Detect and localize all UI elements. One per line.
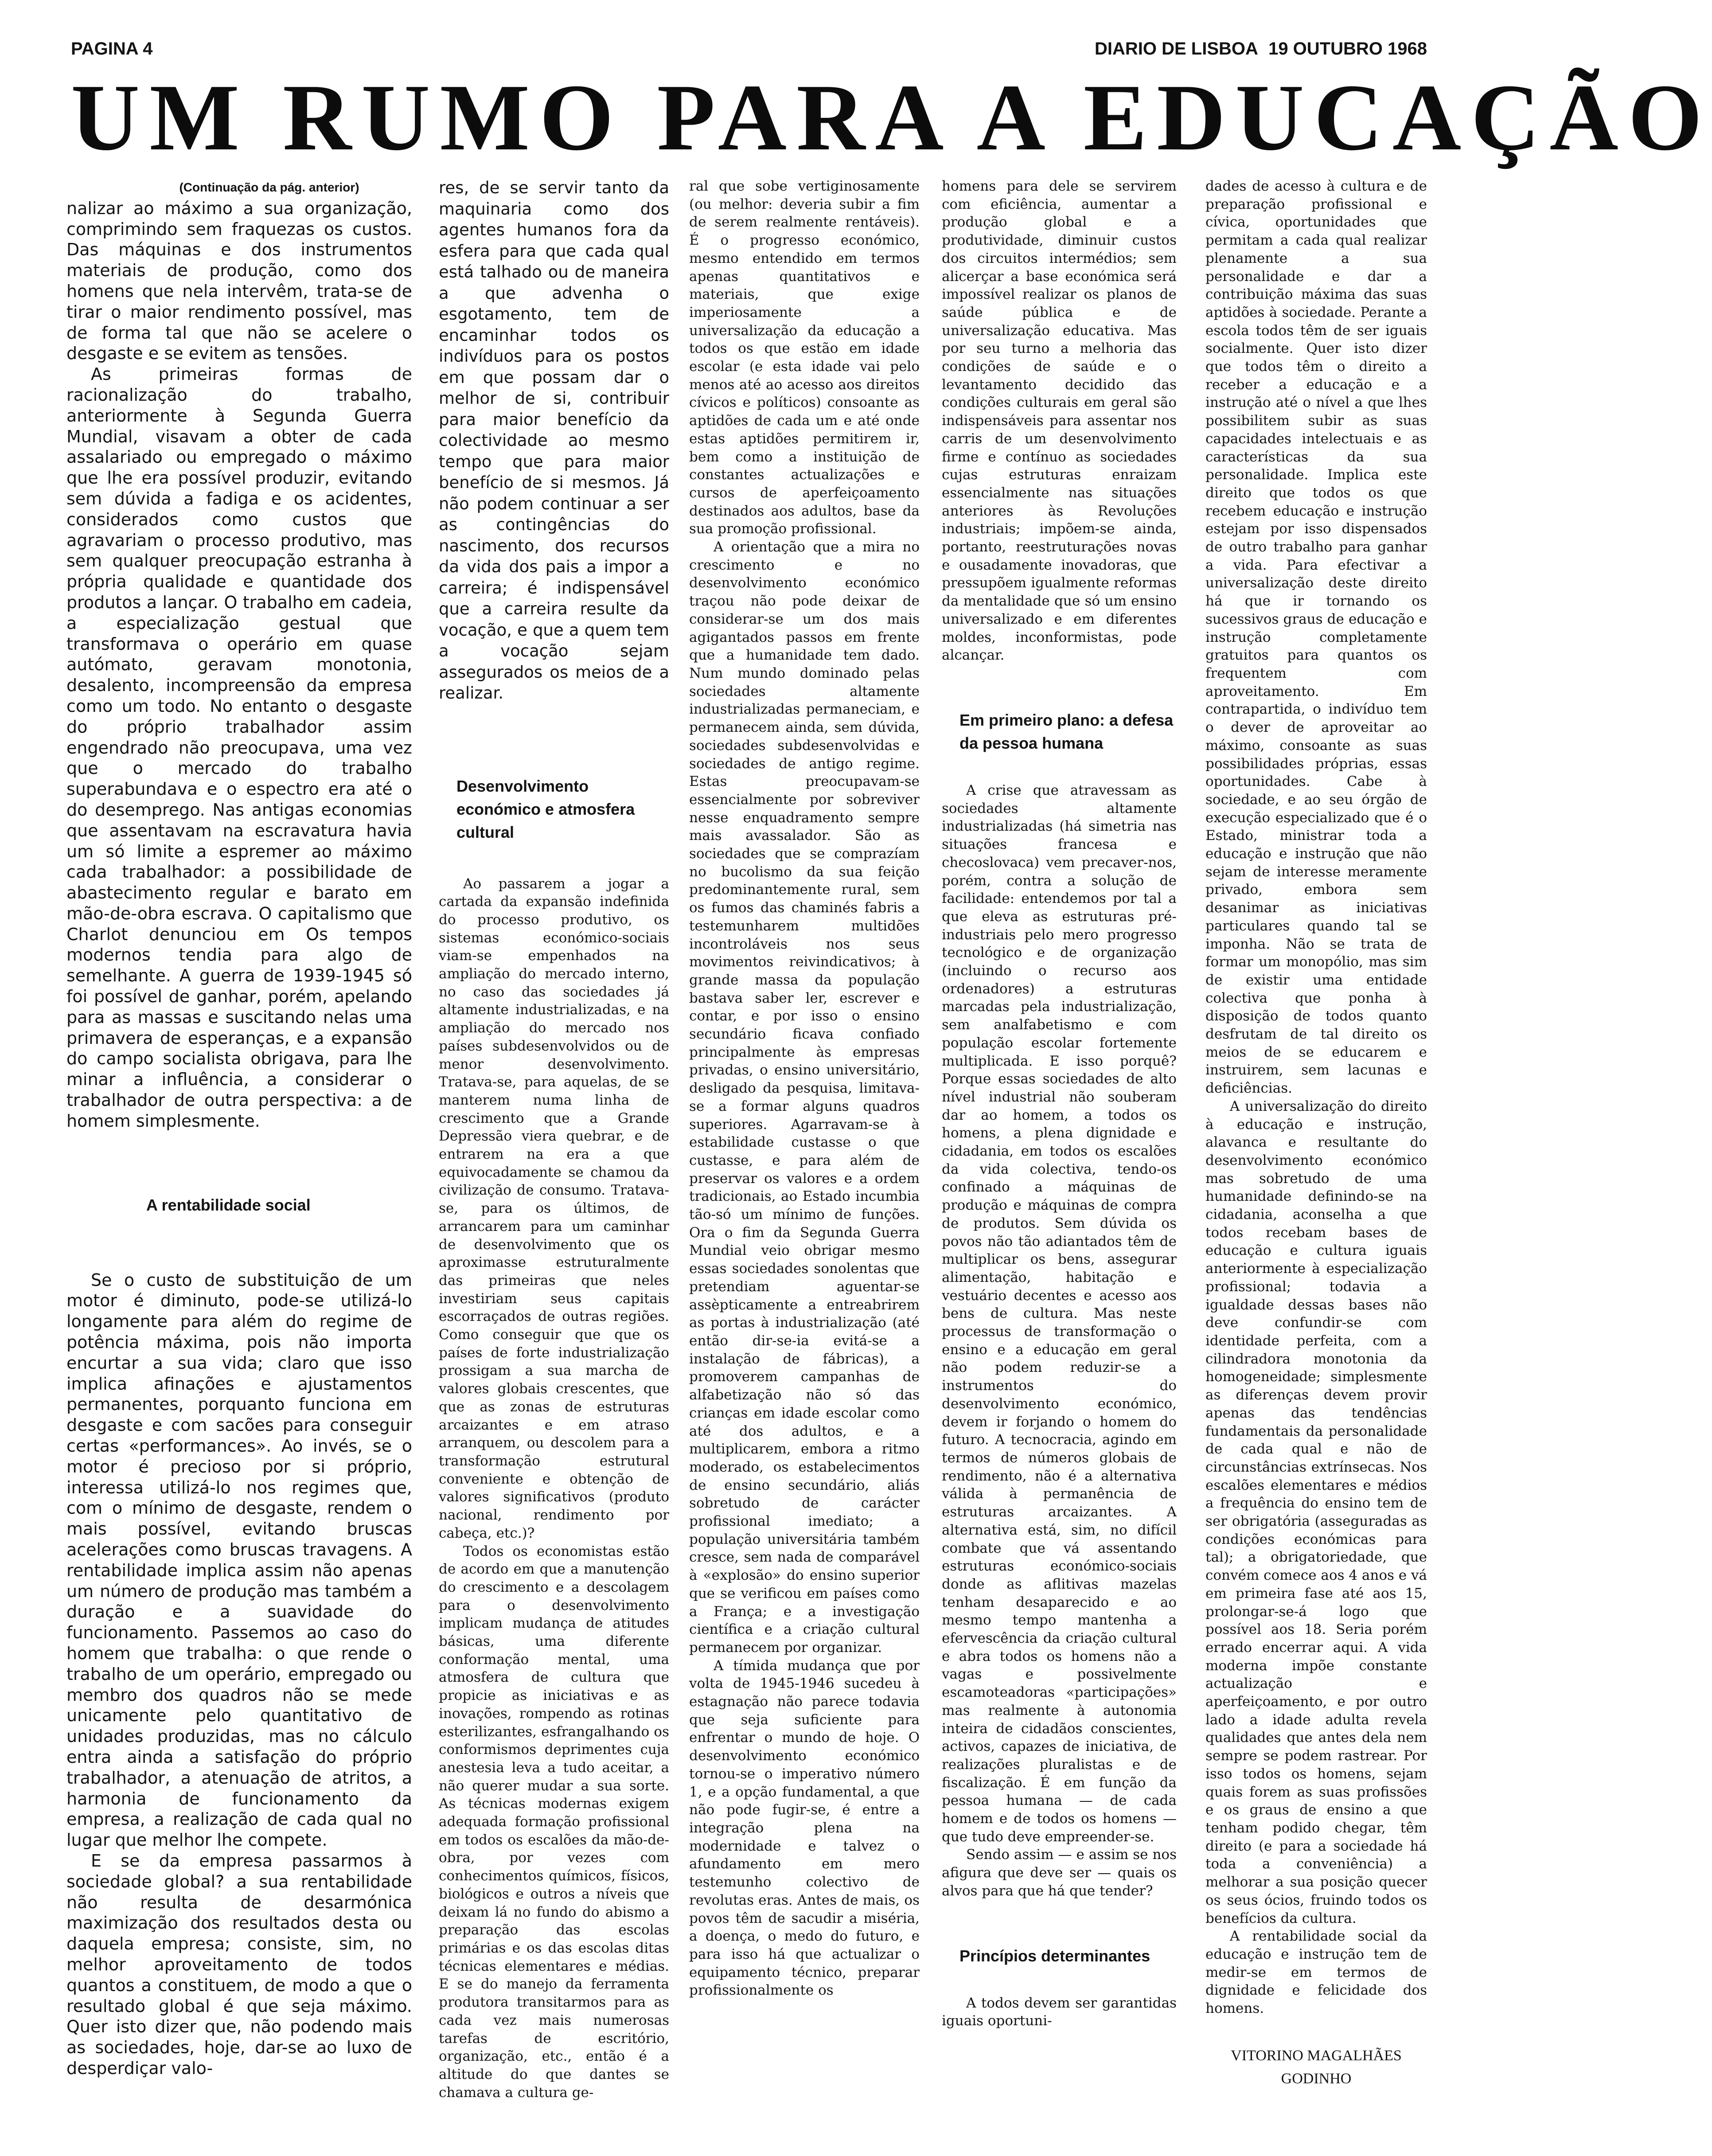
page-number: PAGINA 4 (71, 39, 153, 59)
author-name-line-1: VITORINO MAGALHÃES (1231, 2047, 1402, 2064)
column-4 (942, 177, 1177, 2041)
paragraph: res, de se servir tanto da maquinaria como dos agentes humanos fora da esfera para que cada qual está talhado ou de maneira a que advenha o esgotamento, tem de encaminhar todos os indivíduos para os postos em que possam dar o melhor de si, contribuir para maior benefício da colectividade ao mesmo tempo que para maior benefício de si mesmos. Já não podem continuar a ser as contingências do nascimento, dos recursos da vida dos pais a impor a carreira; é indispensável que a carreira resulte da vocação, e que a quem tem a vocação sejam assegurados os meios de a realizar. (439, 178, 669, 703)
column-2 (439, 177, 669, 2101)
continuation-note: (Continuação da pág. anterior) (179, 180, 359, 194)
column-1 (66, 177, 412, 2078)
paragraph: As primeiras formas de racionalização do trabalho, anteriormente à Segunda Guerra Mundial, visavam a obter de cada assalariado ou empregado o máximo que lhe era possível produzir, evitando sem dúvida a fadiga e os acidentes, considerados como custos que agravariam o processo produtivo, mas sem qualquer preocupação estranha à própria qualidade e quantidade dos produtos a lançar. O trabalho em cadeia, a especialização gestual que transformava o operário em quase autómato, geravam monotonia, desalento, incompreensão da empresa como um todo. No entanto o desgaste do próprio trabalhador assim engendrado não preocupava, uma vez que o mercado do trabalho superabundava e o espectro era até o do desemprego. Nas antigas economias que assentavam na escravatura havia um só limite a espremer ao máximo cada trabalhador: a possibilidade de abastecimento regular e barato em mão-de-obra escrava. O capitalismo que Charlot denunciou em Os tempos modernos tendia para algo de semelhante. A guerra de 1939-1945 só foi possível de ganhar, porém, apelando para as massas e suscitando nelas uma primavera de esperanças, e a expansão do campo socialista obrigava, para lhe minar a influência, a considerar o trabalhador de outra perspectiva: a de homem simplesmente. (66, 364, 412, 1131)
author-name-line-2: GODINHO (1281, 2070, 1352, 2087)
section-heading: Desenvolvimento económico e atmosfera cultural (456, 777, 635, 841)
headline: UM RUMO PARA A EDUCAÇÃO (71, 64, 1712, 170)
paragraph: nalizar ao máximo a sua organização, comprimindo sem fraquezas os custos. Das máquinas e dos instrumentos materiais de produção, como dos homens que nela intervêm, trata-se de tirar o maior rendimento possível, mas de forma tal que não se acelere o desgaste e se evitem as tensões. (66, 198, 412, 363)
paragraph: Se o custo de substituição de um motor é diminuto, pode-se utilizá-lo longamente para além do regime de potência máxima, pois não importa encurtar a sua vida; claro que isso implica afinações e ajustamentos permanentes, porquanto funciona em desgaste e com sacões para conseguir certas «performances». Ao invés, se o motor é precioso por si próprio, interessa utilizá-lo nos regimes que, com o mínimo de desgaste, rendem o mais possível, evitando bruscas acelerações como bruscas travagens. A rentabilidade implica assim não apenas um número de produção mas também a duração e a suavidade do funcionamento. Passemos ao caso do homem que trabalha: o que rende o trabalho de um operário, empregado ou membro dos quadros não se mede unicamente pelo quantitativo de unidades produzidas, mas no cálculo entra ainda a satisfação do próprio trabalhador, a atenuação de atritos, a harmonia de funcionamento da empresa, a realização de cada qual no lugar que melhor lhe compete. (66, 1270, 412, 1850)
paragraph: A tímida mudança que por volta de 1945-1946 sucedeu à estagnação não parece todavia que seja suficiente para enfrentar o mundo de hoje. O desenvolvimento económico tornou-se o imperativo número 1, e a opção fundamental, a que não pode fugir-se, é entre a integração plena na modernidade e talvez o afundamento em mero testemunho colectivo de revolutas eras. Antes de mais, os povos têm de sacudir a miséria, a doença, o medo do futuro, e para isso há que actualizar o equipamento técnico, preparar profissionalmente os (689, 1657, 920, 1999)
paragraph: Sendo assim — e assim se nos afigura que deve ser — quais os alvos para que há que tender? (942, 1847, 1177, 1899)
paragraph: ral que sobe vertiginosamente (ou melhor: deveria subir a fim de serem realmente rentáveis). É o progresso económico, mesmo entendido em termos apenas quantitativos e materiais, que exige imperiosamente a universalização da educação a todos os que estão em idade escolar (e esta idade vai pelo menos até ao acesso aos direitos cívicos e políticos) consoante as aptidões de cada um e até onde estas aptidões permitirem ir, bem como a instituição de constantes actualizações e cursos de aperfeiçoamento destinados aos adultos, base da sua promoção profissional. (689, 178, 920, 537)
newspaper-name: DIARIO DE LISBOA (1095, 39, 1258, 59)
paragraph: homens para dele se servirem com eficiência, aumentar a produção global e a produtividade, diminuir custos dos circuitos intermédios; sem alicerçar a base económica será impossível realizar os planos de saúde pública e de universalização educativa. Mas por seu turno a melhoria das condições de saúde e o levantamento decidido das condições culturais em geral são indispensáveis para assentar nos carris de um desenvolvimento firme e contínuo as sociedades cujas estruturas enraizam essencialmente nas situações anteriores às Revoluções industriais; impõem-se ainda, portanto, reestruturações novas e ousadamente inovadoras, que pressupõem igualmente reformas da mentalidade que só um ensino universalizado e em diferentes moldes, inconformistas, pode alcançar. (942, 178, 1177, 664)
section-heading: A rentabilidade social (146, 1195, 311, 1214)
paragraph: E se da empresa passarmos à sociedade global? a sua rentabilidade não resulta de desarmónica maximização dos resultados desta ou daquela empresa; consiste, sim, no melhor aproveitamento de todos quantos a constituem, de modo a que o resultado global é que seja máximo. Quer isto dizer que, não podendo mais as sociedades, hoje, dar-se ao luxo de desperdiçar valo- (66, 1851, 412, 2078)
paragraph: A crise que atravessam as sociedades altamente industrializadas (há simetria nas situações francesa e checoslovaca) vem precaver-nos, porém, contra a solução de facilidade: entendemos por tal a que eleva as estruturas pré-industriais pelo mero progresso tecnológico e de organização (incluindo o recurso aos ordenadores) a estruturas marcadas pela industrialização, sem analfabetismo e com população escolar fortemente multiplicada. E isso porquê? Porque essas sociedades de alto nível industrial não souberam dar ao homem, a todos os homens, a plena dignidade e cidadania, em todos os escalões da vida colectiva, tendo-os confinado a máquinas de produção e máquinas de compra de produtos. Sem dúvida os povos não tão adiantados têm de multiplicar os bens, assegurar alimentação, habitação e vestuário decentes e acesso aos bens de cultura. Mas neste processus de transformação o ensino e a educação em geral não podem reduzir-se a instrumentos do desenvolvimento económico, devem ir forjando o homem do futuro. A tecnocracia, agindo em termos de números globais de rendimento, não é a alternativa válida à permanência de estruturas arcaizantes. A alternativa está, sim, no difícil combate que vá assentando estruturas económico-sociais donde as aflitivas mazelas tenham desaparecido e ao mesmo tempo mantenha a efervescência da criação cultural e abra todos os homens não a vagas e possivelmente escamoteadoras «participações» mas realmente à autonomia inteira de cidadãos conscientes, activos, capazes de iniciativa, de realizações pluralistas e de fiscalização. É em função da pessoa humana — de cada homem e de todos os homens — que tudo deve empreender-se. (942, 782, 1177, 1845)
paragraph: A todos devem ser garantidas iguais oportuni- (942, 1995, 1177, 2029)
issue-date: 19 OUTUBRO 1968 (1268, 39, 1427, 59)
section-heading: Princípios determinantes (959, 1946, 1150, 1965)
paragraph: A universalização do direito à educação e instrução, alavanca e resultante do desenvolvimento económico mas sobretudo de uma humanidade definindo-se na cidadania, aconselha a que todos recebam bases de educação e cultura iguais anteriormente à especialização profissional; todavia a igualdade dessas bases não deve confundir-se com identidade perfeita, com a cilindradora monotonia da homogeneidade; simplesmente as diferenças devem provir apenas das tendências fundamentais da personalidade de cada qual e não de circunstâncias extrínsecas. Nos escalões elementares e médios a frequência do ensino tem de ser obrigatória (asseguradas as condições económicas para tal); a obrigatoriedade, que convém comece aos 4 anos e vá em primeira fase até aos 15, prolongar-se-á logo que possível aos 18. Seria porém errado encerrar aqui. A vida moderna impõe constante actualização e aperfeiçoamento, e por outro lado a idade adulta revela qualidades que antes dela nem sempre se podem rastrear. Por isso todos os homens, sejam quais forem as suas profissões e os graus de ensino a que tenham podido chegar, têm direito (e para a sociedade há toda a conveniência) a melhorar a sua posição quecer os seus ócios, fruindo todos os benefícios da cultura. (1205, 1098, 1427, 1926)
author-signature (1205, 2044, 1427, 2090)
section-heading: Em primeiro plano: a defesa da pessoa humana (959, 711, 1174, 752)
paragraph: dades de acesso à cultura e de preparação profissional e cívica, oportunidades que permitam a cada qual realizar plenamente a sua personalidade e dar a contribuição máxima das suas aptidões à sociedade. Perante a escola todos têm de ser iguais socialmente. Quer isto dizer que todos têm o direito a receber a educação e a instrução até o nível a que lhes possibilitem subir as suas capacidades intelectuais e as características da sua personalidade. Implica este direito que todos os que recebem educação e instrução estejam por isso dispensados de outro trabalho para ganhar a vida. Para efectivar a universalização deste direito há que ir tornando os sucessivos graus de educação e instrução completamente gratuitos para quantos os frequentem com aproveitamento. Em contrapartida, o indivíduo tem o dever de aproveitar ao máximo, consoante as suas possibilidades próprias, essas oportunidades. Cabe à sociedade, e ao seu órgão de execução especializado que é o Estado, ministrar toda a educação e instrução que não sejam de interesse meramente privado, embora sem desanimar as iniciativas particulares quando tal se imponha. Não se trata de formar um monopólio, mas sim de existir uma entidade colectiva que ponha à disposição de todos quanto desfrutam de tal direito os meios de se educarem e instruirem, sem lacunas e deficiências. (1205, 178, 1427, 1097)
paragraph: A orientação que a mira no crescimento e no desenvolvimento económico traçou não pode deixar de considerar-se um dos mais agigantados passos em frente que a humanidade tem dado. Num mundo dominado pelas sociedades altamente industrializadas permaneciam, e permanecem ainda, sem dúvida, sociedades subdesenvolvidas e sociedades de antigo regime. Estas preocupavam-se essencialmente por sobreviver nesse enquadramento sempre mais avassalador. São as sociedades que se comprazíam no bucolismo da sua feição predominantemente rural, sem os fumos das chaminés fabris a testemunharem multidões incontroláveis nos seus movimentos reivindicativos; à grande massa da população bastava saber ler, escrever e contar, e por isso o ensino secundário ficava confiado principalmente às empresas privadas, o ensino universitário, desligado da pesquisa, limitava-se a formar alguns quadros superiores. Agarravam-se à estabilidade custasse o que custasse, e para além de preservar os valores e a ordem tradicionais, ao Estado incumbia tão-só um mínimo de funções. Ora o fim da Segunda Guerra Mundial veio obrigar mesmo essas sociedades sonolentas que pretendiam aguentar-se assèpticamente a entreabrirem as portas à industrialização (até então dir-se-ia evitá-se a instalação de fábricas), a promoverem campanhas de alfabetização não só das crianças em idade escolar como até dos adultos, e a multiplicarem, embora a ritmo moderado, os estabelecimentos de ensino secundário, aliás sobretudo de carácter profissional imediato; a população universitária também cresce, sem nada de comparável à «explosão» do ensino superior que se verificou em países como a França; e a investigação científica e a criação cultural permanecem por organizar. (689, 539, 920, 1656)
column-3 (689, 177, 920, 2041)
column-5 (1205, 177, 1427, 2087)
paragraph: Ao passarem a jogar a cartada da expansão indefinida do processo produtivo, os sistemas económico-sociais viam-se empenhados na ampliação do mercado interno, no caso das sociedades já altamente industrializadas, e na ampliação do mercado nos países subdesenvolvidos ou de menor desenvolvimento. Tratava-se, para aquelas, de se manterem numa linha de crescimento que a Grande Depressão viera quebrar, e de entrarem na era a que equivocadamente se chamou da civilização de consumo. Tratava-se, para os últimos, de arrancarem para um caminhar de desenvolvimento que os aproximasse estruturalmente das primeiras que neles investiriam seus capitais escorraçados de outras regiões. Como conseguir que que os países de forte industrialização prossigam a sua marcha de valores globais crescentes, que que as zonas de estruturas arcaizantes e em atraso arranquem, ou descolem para a transformação estrutural conveniente e obtenção de valores significativos (produto nacional, rendimento por cabeça, etc.)? (439, 875, 669, 1541)
paragraph: Todos os economistas estão de acordo em que a manutenção do crescimento e a descolagem para o desenvolvimento implicam mudança de atitudes básicas, uma diferente conformação mental, uma atmosfera de cultura que propicie as iniciativas e as inovações, rompendo as rotinas esterilizantes, esfrangalhando os conformismos deprimentes cuja anestesia leva a tudo aceitar, a não querer mudar a sua sorte. As técnicas modernas exigem adequada formação profissional em todos os escalões da mão-de-obra, por vezes com conhecimentos químicos, físicos, biológicos e outros a níveis que deixam lá no fundo do abismo a preparação das escolas primárias e os das escolas ditas técnicas elementares e médias. E se do manejo da ferramenta produtora transitarmos para as cada vez mais numerosas tarefas de escritório, organização, etc., então é a altitude do que dantes se chamava a cultura ge- (439, 1543, 669, 2101)
paragraph: A rentabilidade social da educação e instrução tem de medir-se em termos de dignidade e felicidade dos homens. (1205, 1928, 1427, 2017)
